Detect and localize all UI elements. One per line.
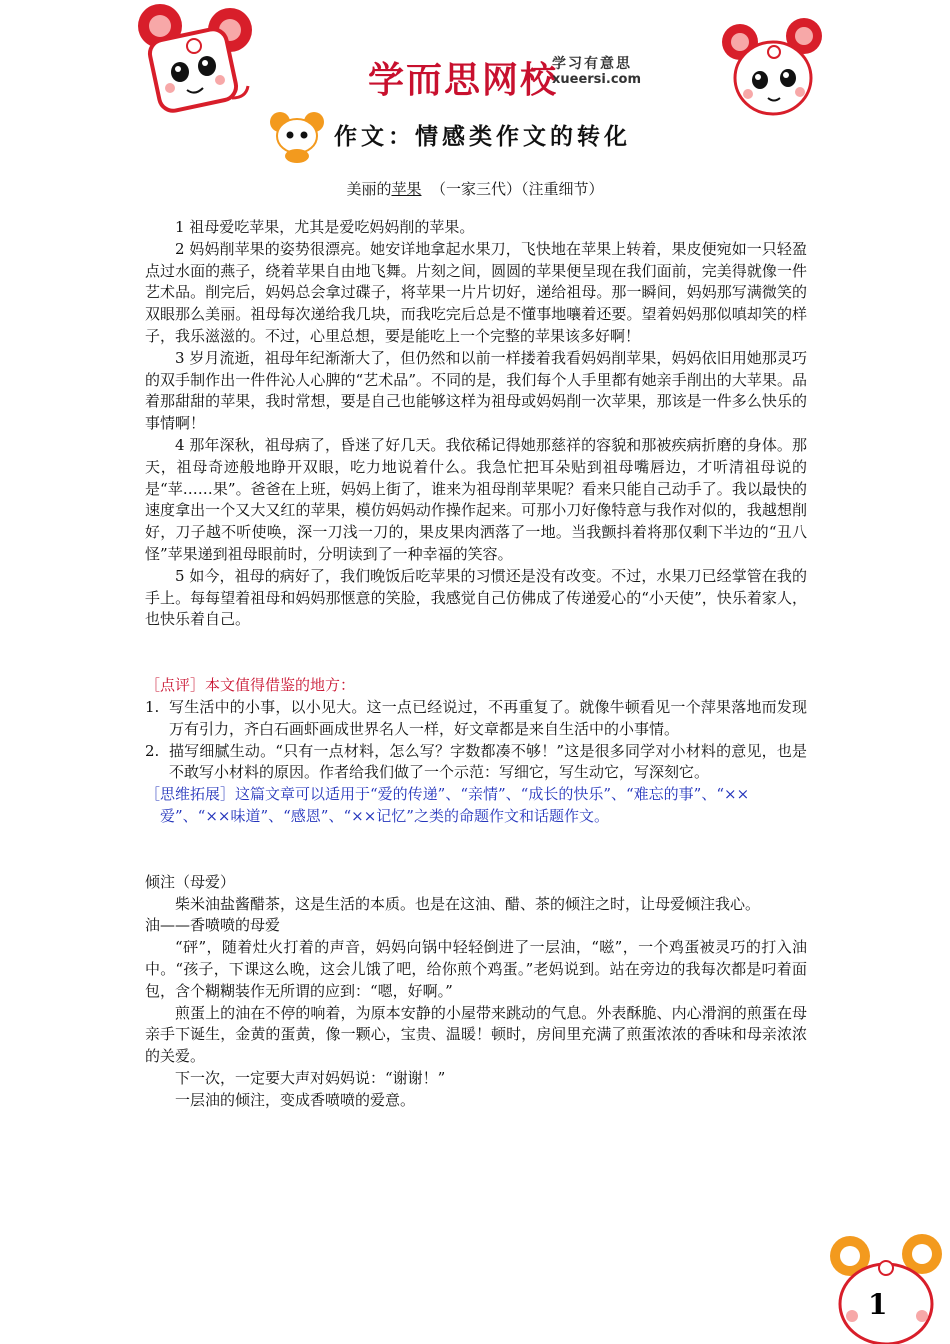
brand-logo-text: 学而思网校 <box>368 60 559 101</box>
essay1-heading <box>0 178 950 199</box>
essay2-paragraph: 煎蛋上的油在不停的响着，为原本安静的小屋带来跳动的气息。外表酥脆、内心滑润的煎蛋在母亲手下诞生，金黄的蛋黄，像一颗心，宝贵、温暖！顿时，房间里充满了煎蛋浓浓的香味和母亲浓浓的关爱。 <box>145 1003 807 1066</box>
mascot-bottom-right-icon <box>826 1232 950 1344</box>
essay2-paragraph: 下一次，一定要大声对妈妈说：“谢谢！” <box>175 1068 446 1087</box>
essay1-paragraph: 1 祖母爱吃苹果，尤其是爱吃妈妈削的苹果。 <box>175 218 475 236</box>
essay1-paragraph: 2 妈妈削苹果的姿势很漂亮。她安详地拿起水果刀，飞快地在苹果上转着，果皮便宛如一只轻盈点过水面的燕子，绕着苹果自由地飞舞。片刻之间，圆圆的苹果便呈现在我们面前，完美得就像一件艺术品。削完后，妈妈总会拿过碟子，将苹果一片片切好，递给祖母。那一瞬间，妈妈那写满微笑的双眼那么美丽。祖母每次递给我几块，而我吃完后总是不懂事地嚷着还要。望着妈妈那似嗔却笑的样子，我乐滋滋的。不过，心里总想，要是能吃上一个完整的苹果该多好啊！ <box>145 239 807 345</box>
essay1-heading-prefix: 美丽的 <box>346 180 392 198</box>
page-title: 作文：情感类作文的转化 <box>334 124 631 150</box>
comment-item-text: 写生活中的小事，以小见大。这一点已经说过，不再重复了。就像牛顿看见一个萍果落地而发现万有引力，齐白石画虾画成世界名人一样，好文章都是来自生活中的小事情。 <box>169 697 807 738</box>
extension-note: ［思维拓展］这篇文章可以适用于“爱的传递”、“亲情”、“成长的快乐”、“难忘的事”、“××爱”、“××味道”、“感恩”、“××记忆”之类的命题作文和话题作文。 <box>145 785 750 825</box>
essay1-heading-underlined: 苹果 <box>391 180 422 198</box>
comment-label: ［点评］本文值得借鉴的地方： <box>145 676 356 695</box>
essay2-subheading: 油——香喷喷的母爱 <box>145 916 281 935</box>
comment-item <box>145 697 807 741</box>
main-content <box>145 217 807 1111</box>
essay2-heading: 倾注（母爱） <box>145 872 236 891</box>
essay1-paragraph: 4 那年深秋，祖母病了，昏迷了好几天。我依稀记得她那慈祥的容貌和那被疾病折磨的身体。那天，祖母奇迹般地睁开双眼，吃力地说着什么。我急忙把耳朵贴到祖母嘴唇边，才听清祖母说的是“苹……果”。爸爸在上班，妈妈上街了，谁来为祖母削苹果呢？看来只能自己动手了。我以最快的速度拿出一个又大又红的苹果，模仿妈妈动作操作起来。可那小刀好像特意与我作对似的，我越想削好，刀子越不听使唤，深一刀浅一刀的，果皮果肉洒落了一地。当我颤抖着将那仅剩下半边的“丑八怪”苹果递到祖母眼前时，分明读到了一种幸福的笑容。 <box>145 435 807 563</box>
essay1-paragraph: 3 岁月流逝，祖母年纪渐渐大了，但仍然和以前一样搂着我看妈妈削苹果，妈妈依旧用她那灵巧的双手制作出一件件沁人心脾的“艺术品”。不同的是，我们每个人手里都有她亲手削出的大苹果。品着那甜甜的苹果，我时常想，要是自己也能够这样为祖母或妈妈削一次苹果，那该是一件多么快乐的事情啊！ <box>145 348 807 433</box>
essay2-intro: 柴米油盐酱醋茶，这是生活的本质。也是在这油、醋、茶的倾注之时，让母爱倾注我心。 <box>175 894 761 913</box>
mascot-top-left-icon <box>132 0 262 120</box>
essay1-heading-suffix: （一家三代）（注重细节） <box>431 180 604 198</box>
brand-slogan: 学习有意思 <box>552 56 632 72</box>
mascot-top-right-icon <box>718 12 828 122</box>
comment-item <box>145 741 807 785</box>
comment-item-text: 描写细腻生动。“只有一点材料，怎么写？字数都凑不够！”这是很多同学对小材料的意见，也是不敢写小材料的原因。作者给我们做了一个示范：写细它，写生动它，写深刻它。 <box>169 741 807 782</box>
title-mascot-icon <box>266 108 328 164</box>
essay1-paragraph: 5 如今，祖母的病好了，我们晚饭后吃苹果的习惯还是没有改变。不过，水果刀已经掌管在我的手上。每每望着祖母和妈妈那惬意的笑脸，我感觉自己仿佛成了传递爱心的“小天使”，快乐着家人，也快乐着自己。 <box>145 566 807 629</box>
brand-sub <box>552 57 641 87</box>
essay2-paragraph: “砰”，随着灶火打着的声音，妈妈向锅中轻轻倒进了一层油，“嗞”，一个鸡蛋被灵巧的打入油中。“孩子，下课这么晚，这会儿饿了吧，给你煎个鸡蛋。”老妈说到。站在旁边的我每次都是叼着面包，含个糊糊装作无所谓的应到：“嗯，好啊。” <box>145 938 807 1000</box>
comment-item-number: 1. <box>145 697 160 716</box>
comment-item-number: 2. <box>145 741 160 760</box>
essay2-paragraph: 一层油的倾注，变成香喷喷的爱意。 <box>175 1090 416 1109</box>
brand-url: xueersi.com <box>552 72 642 87</box>
page-number: 1 <box>868 1288 888 1321</box>
